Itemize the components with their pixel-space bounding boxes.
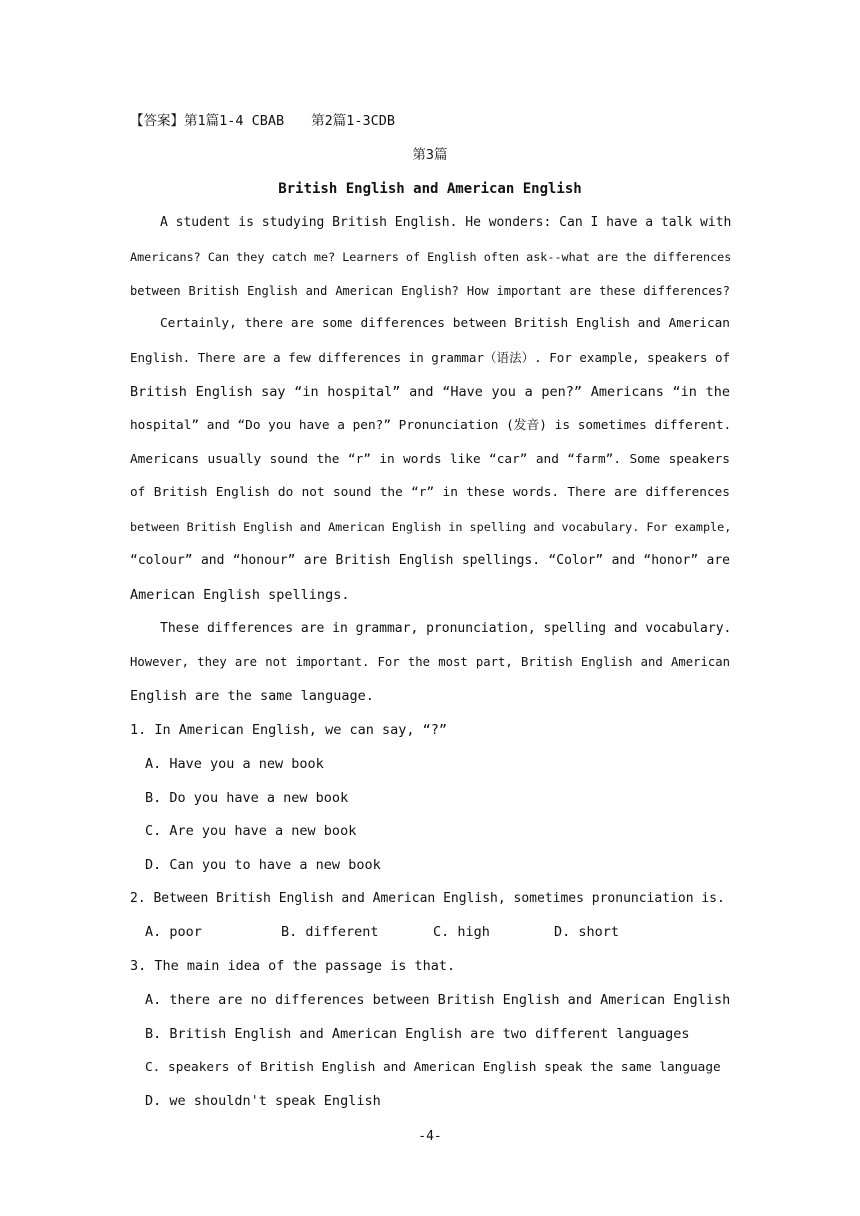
- paragraph-1-line-3: between British English and American English? How important are these differences?: [130, 284, 730, 298]
- question-2-option-c: C. high: [433, 924, 490, 940]
- question-3-option-d: D. we shouldn't speak English: [145, 1093, 381, 1109]
- question-2-option-b: B. different: [281, 924, 379, 940]
- paragraph-3-line-3: English are the same language.: [130, 688, 374, 704]
- question-1-option-d: D. Can you to have a new book: [145, 857, 381, 873]
- paragraph-2-line-4: hospital” and “Do you have a pen?” Pronunciation (发音) is sometimes different.: [130, 418, 732, 433]
- passage-title: British English and American English: [278, 181, 582, 197]
- question-2-option-a: A. poor: [145, 924, 202, 940]
- question-1-option-a: A. Have you a new book: [145, 756, 324, 772]
- answer-key-line: 【答案】第1篇1-4 CBAB 第2篇1-3CDB: [130, 113, 396, 129]
- question-2-stem: 2. Between British English and American English, sometimes pronunciation is.: [130, 891, 725, 906]
- question-1-option-b: B. Do you have a new book: [145, 790, 349, 806]
- question-3-option-c: C. speakers of British English and American English speak the same language: [145, 1060, 721, 1075]
- paragraph-2-line-3: British English say “in hospital” and “Have you a pen?” Americans “in the: [130, 384, 730, 400]
- paragraph-2-line-2: English. There are a few differences in grammar（语法）. For example, speakers of: [130, 350, 730, 365]
- paragraph-1-line-1: A student is studying British English. He wonders: Can I have a talk with: [160, 215, 732, 230]
- question-2-option-d: D. short: [554, 924, 620, 940]
- section-label: 第3篇: [412, 147, 448, 163]
- paragraph-2-line-9: American English spellings.: [130, 587, 350, 603]
- paragraph-2-line-8: “colour” and “honour” are British English spellings. “Color” and “honor” are: [130, 553, 730, 568]
- paragraph-2-line-1: Certainly, there are some differences between British English and American: [160, 316, 730, 331]
- paragraph-2-line-6: of British English do not sound the “r” in these words. There are differences: [130, 485, 730, 500]
- question-3-option-b: B. British English and American English are two different languages: [145, 1026, 690, 1042]
- paragraph-3-line-1: These differences are in grammar, pronunciation, spelling and vocabulary.: [160, 621, 732, 636]
- paragraph-2-line-7: between British English and American English in spelling and vocabulary. For example,: [130, 520, 732, 534]
- paragraph-3-line-2: However, they are not important. For the most part, British English and American: [130, 655, 730, 669]
- question-3-option-a: A. there are no differences between British English and American English: [145, 992, 731, 1008]
- page-number: -4-: [418, 1129, 442, 1144]
- paragraph-1-line-2: Americans? Can they catch me? Learners of English often ask--what are the differences: [130, 250, 732, 264]
- question-1-option-c: C. Are you have a new book: [145, 823, 357, 839]
- question-1-stem: 1. In American English, we can say, “?”: [130, 722, 447, 738]
- paragraph-2-line-5: Americans usually sound the “r” in words like “car” and “farm”. Some speakers: [130, 452, 730, 467]
- question-3-stem: 3. The main idea of the passage is that.: [130, 958, 456, 974]
